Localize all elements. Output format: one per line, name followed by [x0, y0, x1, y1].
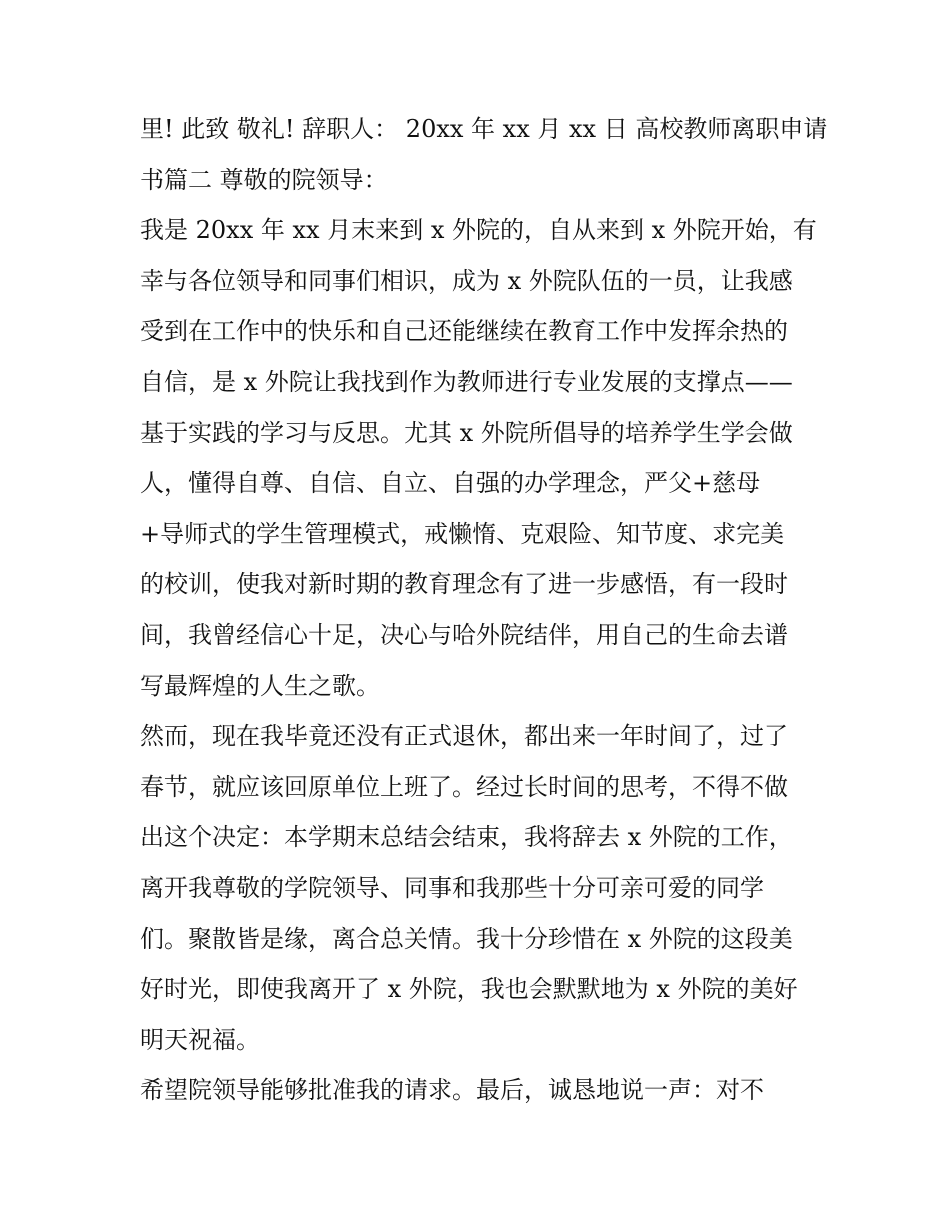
text-line: 基于实践的学习与反思。尤其 x 外院所倡导的培养学生学会做 — [140, 418, 793, 447]
text-line: 间，我曾经信心十足，决心与哈外院结伴，用自己的生命去谱 — [140, 620, 788, 649]
text-line: 自信，是 x 外院让我找到作为教师进行专业发展的支撑点—— — [140, 367, 793, 396]
text-line: 明天祝福。 — [140, 1025, 260, 1054]
text-line: 离开我尊敬的学院领导、同事和我那些十分可亲可爱的同学 — [140, 873, 764, 902]
text-line: 幸与各位领导和同事们相识，成为 x 外院队伍的一员，让我感 — [140, 266, 793, 295]
text-line: 里! 此致 敬礼! 辞职人： 20xx 年 xx 月 xx 日 高校教师离职申请 — [140, 115, 828, 143]
text-line: 人，懂得自尊、自信、自立、自强的办学理念，严父+慈母 — [140, 469, 761, 498]
text-line: 出这个决定：本学期末总结会结束，我将辞去 x 外院的工作， — [140, 823, 793, 852]
text-line: 写最辉煌的人生之歌。 — [140, 671, 380, 700]
text-line: 们。聚散皆是缘，离合总关情。我十分珍惜在 x 外院的这段美 — [140, 924, 793, 953]
letter-body — [140, 104, 828, 1116]
text-line: 我是 20xx 年 xx 月末来到 x 外院的，自从来到 x 外院开始，有 — [140, 216, 817, 245]
text-line: 书篇二 尊敬的院领导： — [140, 165, 388, 194]
text-line: 好时光，即使我离开了 x 外院，我也会默默地为 x 外院的美好 — [140, 975, 798, 1004]
text-line: 春节，就应该回原单位上班了。经过长时间的思考，不得不做 — [140, 772, 788, 801]
text-line: 希望院领导能够批准我的请求。最后，诚恳地说一声：对不 — [140, 1076, 764, 1105]
text-line: +导师式的学生管理模式，戒懒惰、克艰险、知节度、求完美 — [140, 519, 785, 548]
text-line: 的校训，使我对新时期的教育理念有了进一步感悟，有一段时 — [140, 570, 788, 599]
text-line: 然而，现在我毕竟还没有正式退休，都出来一年时间了，过了 — [140, 722, 788, 751]
text-line: 受到在工作中的快乐和自己还能继续在教育工作中发挥余热的 — [140, 317, 788, 346]
